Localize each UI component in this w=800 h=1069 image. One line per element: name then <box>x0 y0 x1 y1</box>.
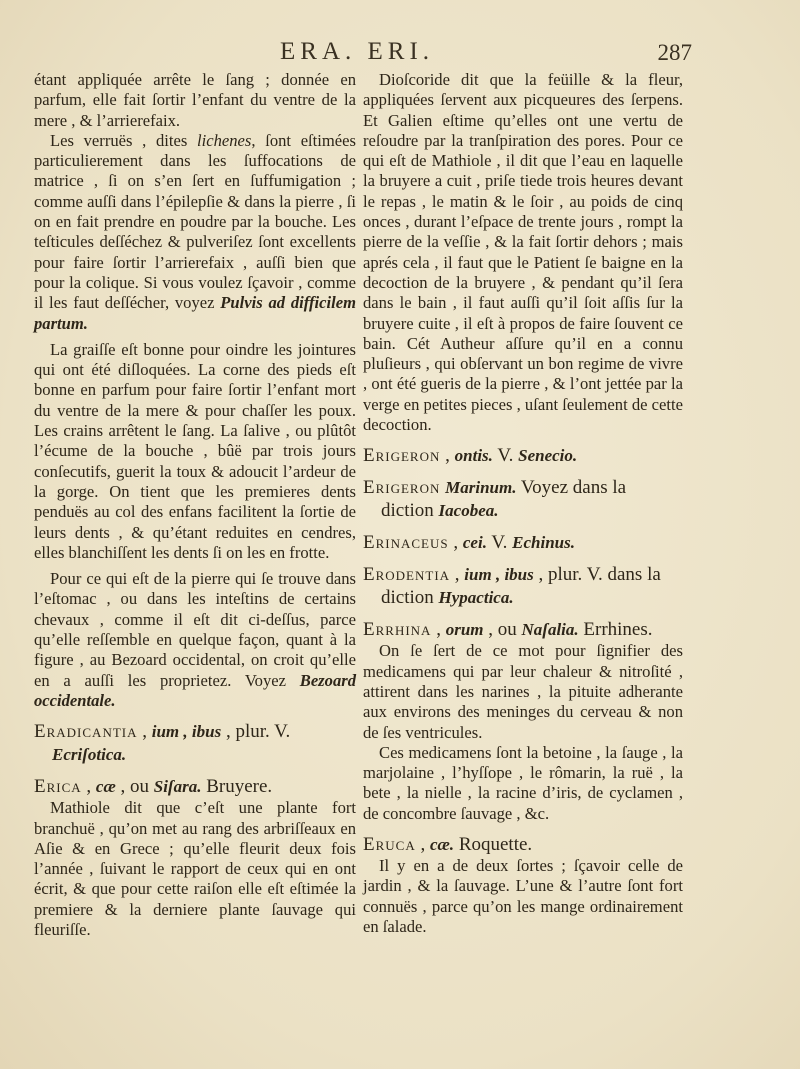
paragraph: Il y en a de deux ſortes ; ſçavoir celle de jardin , & la ſauvage. L’une & l’autre ſont fort connuës , parce qu’on les mange ordinairement en ſalade. <box>363 856 683 936</box>
paragraph: Les verruës , dites lichenes, ſont eſtimées particulierement dans les ſuffocations de matrice , ſi on s’en ſert en ſuffumigation ; comme auſſi dans l’épilepſie & dans la pierre , ſi on en fait prendre en poudre par la bouche. Les teſticules deſſéchez & pulveriſez ſont excellents pour faire ſortir l’arrierefaix , auſſi bien que pour la colique. Si vous voulez ſçavoir , comme il les faut deſſécher, voyez Pulvis ad difficilem partum. <box>34 130 356 333</box>
dictionary-entry: Eruca , cæ. Roquette. <box>363 834 533 856</box>
inflection: cæ. <box>429 835 455 855</box>
headword: Eradicantia <box>34 721 138 743</box>
paragraph: Pour ce qui eſt de la pierre qui ſe trouve dans l’eſtomac , ou dans les inteſtins de certains chevaux , comme il eſt dit ci-deſſus, parce qu’elle reſſemble en quelque façon, quant à la figure , au Bezoard occidental, on croit qu’elle en a auſſi les proprietez. Voyez Bezoard occidentale. <box>34 569 356 710</box>
cross-reference: Pulvis ad difficilem partum. <box>34 293 356 333</box>
running-head: ERA. ERI. <box>280 38 435 65</box>
inflection: ium , ibus <box>151 722 222 742</box>
inflection: cæ <box>95 777 116 797</box>
cross-reference: Bezoard occidentale. <box>34 670 356 710</box>
dictionary-entry: Erigeron Marinum. Voyez dans la diction Iacobea. <box>363 477 627 522</box>
left-column <box>34 70 356 940</box>
headword: Eruca <box>363 834 416 856</box>
paragraph: Dioſcoride dit que la feüille & la fleur, appliquées ſervent aux picqueures des ſerpens. Et Galien eſtime qu’elles ont une vertu de reſoudre par la tranſpiration des pores. Pour ce qui eſt de Mathiole , il dit que l’eau en laquelle la bruyere a cuit , priſe tiede trois heures devant le repas , le matin & le ſoir , au poids de cinq onces , durant l’eſpace de trente jours , rompt la pierre de la veſſie , & la fait ſortir dehors ; mais aprés cela , il faut que le Patient ſe baigne en la decoction de la bruyere , & pendant qu’il ſera dans le bain , il faut auſſi qu’il ſoit aſſis ſur la bruyere cuite , il eſt à propos de faire ſouvent ce bain. Cét Autheur aſſure qu’il en a connu pluſieurs , qui obſervant un bon regime de vivre , ont été gueris de la pierre , & l’ont jettée par la verge en petites pieces , uſant ſeulement de cette decoction. <box>363 70 683 435</box>
paragraph: Mathiole dit que c’eſt une plante fort branchuë , qu’on met au rang des arbriſſeaux en Aſie & en Grece ; qu’elle fleurit deux fois l’année , ſuivant le rapport de ceux qui en ont écrit, & que pour cette raiſon elle eſt eſtimée la premiere & la derniere plante ſauvage qui fleuriſſe. <box>34 798 356 939</box>
dictionary-entry: Errhina , orum , ou Naſalia. Errhines. <box>363 619 653 641</box>
paragraph: La graiſſe eſt bonne pour oindre les jointures qui ont été diſloquées. La corne des pieds eſt bonne en parfum pour faire ſortir l’enfant mort du ventre de la mere & pour chaſſer les poux. Les crains arrêtent le ſang. La ſalive , ou plûtôt l’écume de la bouche , bûë par trois jours conſecutifs, guerit la toux & adoucit l’ardeur de la gorge. On tient que les premieres dents penduës au col des enfans facilitent la ſortie de leurs dents , & qu’étant reduites en cendres, elles blanchiſſent les dents ſi on les en frotte. <box>34 339 356 562</box>
dictionary-entry: Eradicantia , ium , ibus , plur. V. Ecriſotica. <box>34 721 291 765</box>
dictionary-entry: Erica , cæ , ou Siſara. Bruyere. <box>34 776 273 798</box>
synonym: Siſara. <box>153 777 202 797</box>
page-header <box>0 38 800 72</box>
french-name: Roquette. <box>454 834 533 856</box>
right-column <box>363 70 683 937</box>
term: lichenes <box>197 130 252 150</box>
inflection: orum <box>445 620 484 640</box>
inflection: Marinum. <box>445 478 517 498</box>
page-number: 287 <box>657 40 692 65</box>
inflection: ontis. <box>454 446 493 466</box>
dictionary-entry: Erodentia , ium , ibus , plur. V. dans la diction Hypactica. <box>363 564 661 609</box>
dictionary-entry: Erinaceus , cei. V. Echinus. <box>363 532 575 554</box>
dictionary-entry: Erigeron , ontis. V. Senecio. <box>363 445 578 467</box>
french-name: Errhines. <box>578 619 653 641</box>
headword: Erigeron <box>363 445 441 467</box>
cross-reference: Iacobea. <box>438 501 499 521</box>
inflection: cei. <box>462 533 487 553</box>
headword: Erodentia <box>363 564 451 586</box>
paragraph: Ces medicamens ſont la betoine , la ſauge , la marjolaine , l’hyſſope , le rômarin, la ruë , la bete , la nielle , la racine d’iris, de cyclamen , de concombre ſauvage , &c. <box>363 742 683 823</box>
cross-reference: Senecio. <box>518 446 578 466</box>
cross-reference: Hypactica. <box>438 588 514 608</box>
cross-reference: Echinus. <box>512 533 575 553</box>
french-name: Bruyere. <box>201 776 273 798</box>
cross-reference: Ecriſotica. <box>52 745 127 765</box>
headword: Erinaceus <box>363 532 449 554</box>
paragraph: étant appliquée arrête le ſang ; donnée en parfum, elle fait ſortir l’enfant du ventre de la mere , & l’arrierefaix. <box>34 70 356 130</box>
headword: Erica <box>34 776 82 798</box>
inflection: ium , ibus <box>464 565 534 585</box>
paragraph: On ſe ſert de ce mot pour ſignifier des medicamens qui par leur chaleur & nitroſité , attirent dans les narines , la pituite adherante aux environs des meninges du cerveau & non de ſes ventricules. <box>363 641 683 742</box>
synonym: Naſalia. <box>521 620 579 640</box>
headword: Errhina <box>363 619 432 641</box>
headword: Erigeron <box>363 477 441 499</box>
